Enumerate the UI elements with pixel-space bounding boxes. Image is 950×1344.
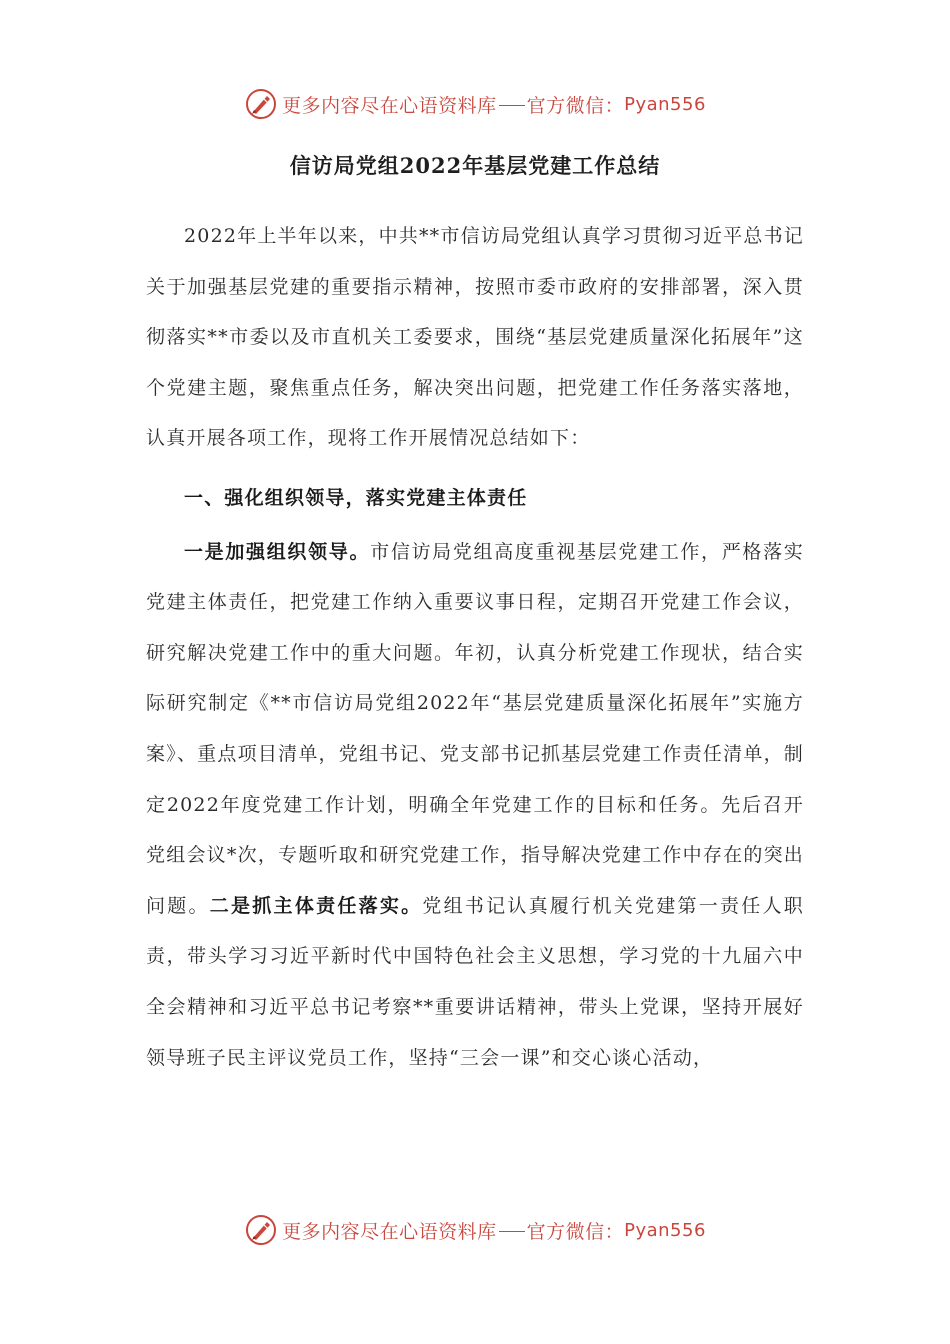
lead-phrase-1: 一是加强组织领导。 xyxy=(184,540,371,563)
section-paragraph xyxy=(146,527,804,1084)
quill-pen-logo-icon xyxy=(244,87,278,121)
watermark-handle: Pyan556 xyxy=(624,93,706,115)
section-heading: 一、强化组织领导，落实党建主体责任 xyxy=(184,486,528,509)
watermark-label: 官方微信： xyxy=(526,1220,625,1243)
intro-paragraph: 2022年上半年以来，中共**市信访局党组认真学习贯彻习近平总书记关于加强基层党建的重要指示精神，按照市委市政府的安排部署，深入贯彻落实**市委以及市直机关工委要求，围绕“基层党建质量深化拓展年”这个党建主题，聚焦重点任务，解决突出问题，把党建工作任务落实落地，认真开展各项工作，现将工作开展情况总结如下： xyxy=(146,225,804,450)
watermark-label: 官方微信： xyxy=(526,94,625,117)
watermark-text: 更多内容尽在心语资料库 xyxy=(282,1220,497,1243)
watermark-separator xyxy=(499,105,525,106)
paragraph-body-1: 市信访局党组高度重视基层党建工作，严格落实党建主体责任，把党建工作纳入重要议事日程，定期召开党建工作会议，研究解决党建工作中的重大问题。年初，认真分析党建工作现状，结合实际研究制定《**市信访局党组2022年“基层党建质量深化拓展年”实施方案》、重点项目清单，党组书记、党支部书记抓基层党建工作责任清单，制定2022年度党建工作计划，明确全年党建工作的目标和任务。先后召开党组会议*次，专题听取和研究党建工作，指导解决党建工作中存在的突出问题。 xyxy=(146,540,804,917)
page-title: 信访局党组2022年基层党建工作总结 xyxy=(289,153,661,178)
watermark-separator xyxy=(499,1231,525,1232)
watermark-banner-top xyxy=(0,84,950,124)
quill-pen-logo-icon xyxy=(244,1213,278,1247)
paragraph-body-2: 党组书记认真履行机关党建第一责任人职责，带头学习习近平新时代中国特色社会主义思想，学习党的十九届六中全会精神和习近平总书记考察**重要讲话精神，带头上党课，坚持开展好领导班子民主评议党员工作，坚持“三会一课”和交心谈心活动， xyxy=(146,894,804,1069)
document-body xyxy=(146,211,804,1083)
lead-phrase-2: 二是抓主体责任落实。 xyxy=(209,894,423,917)
watermark-banner-bottom xyxy=(0,1210,950,1250)
watermark-text: 更多内容尽在心语资料库 xyxy=(282,94,497,117)
watermark-handle: Pyan556 xyxy=(624,1219,706,1241)
